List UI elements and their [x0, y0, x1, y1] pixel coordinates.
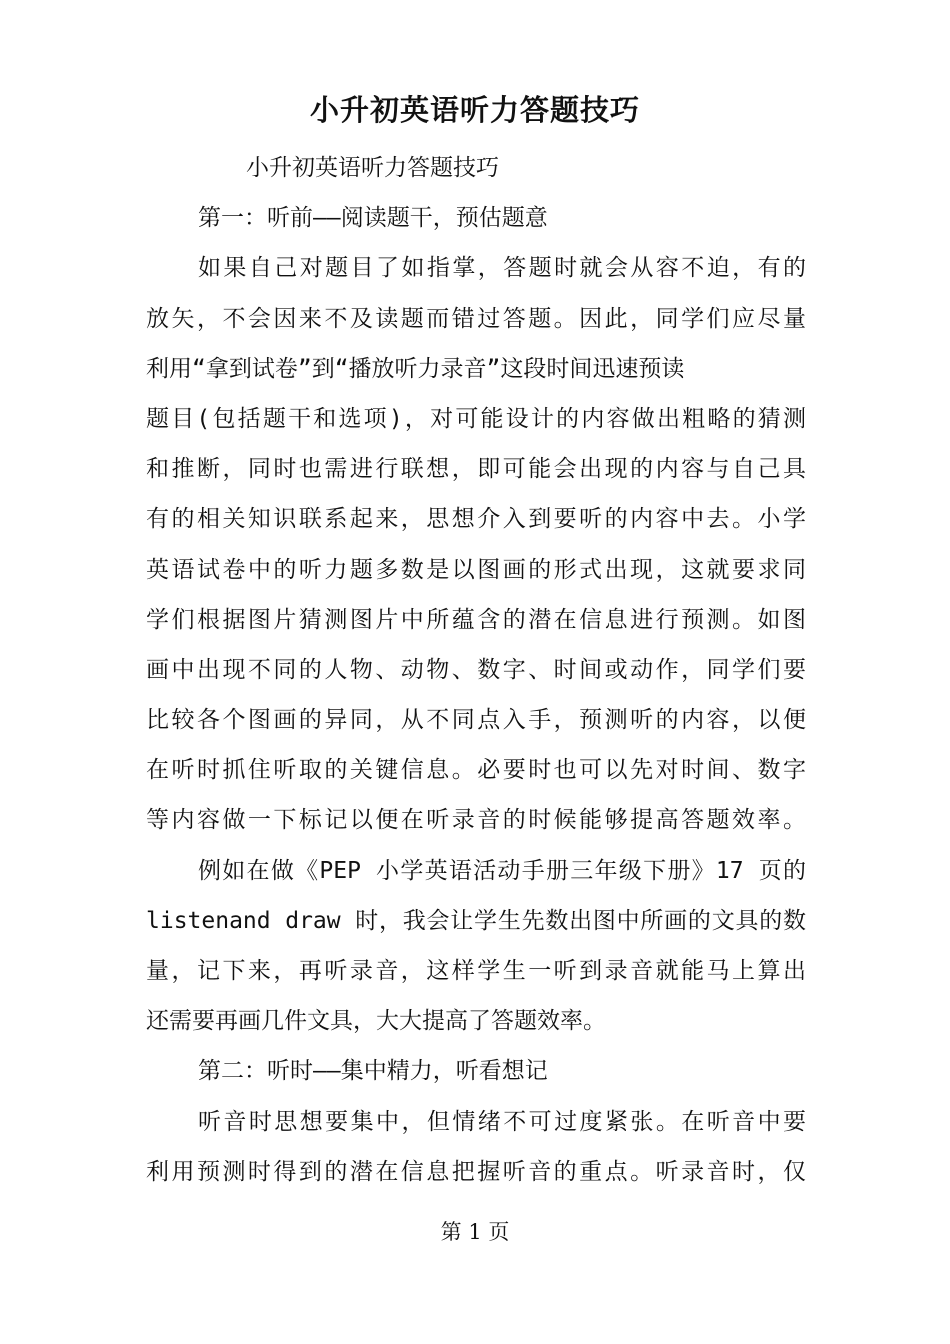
paragraph-line: 比较各个图画的异同，从不同点入手，预测听的内容，以便 — [146, 707, 806, 734]
paragraph-line: 听音时思想要集中，但情绪不可过度紧张。在听音中要 — [198, 1108, 806, 1135]
paragraph-line: 放矢，不会因来不及读题而错过答题。因此，同学们应尽量 — [146, 305, 806, 332]
paragraph-line: 利用预测时得到的潜在信息把握听音的重点。听录音时，仅 — [146, 1158, 806, 1185]
body-subtitle: 小升初英语听力答题技巧 — [246, 155, 499, 181]
paragraph-line: 英语试卷中的听力题多数是以图画的形式出现，这就要求同 — [146, 556, 806, 583]
paragraph-line: listenand draw 时，我会让学生先数出图中所画的文具的数 — [146, 907, 806, 934]
paragraph-line: 画中出现不同的人物、动物、数字、时间或动作，同学们要 — [146, 656, 806, 683]
document-body — [146, 143, 806, 1197]
page-number: 第 1 页 — [440, 1220, 510, 1244]
paragraph-line: 学们根据图片猜测图片中所蕴含的潜在信息进行预测。如图 — [146, 606, 806, 633]
paragraph-line: 例如在做《PEP 小学英语活动手册三年级下册》17 页的 — [198, 857, 806, 884]
paragraph-line: 量，记下来，再听录音，这样学生一听到录音就能马上算出 — [146, 958, 806, 984]
section-heading-1: 第一：听前——阅读题干，预估题意 — [198, 205, 548, 232]
paragraph-line: 还需要再画几件文具，大大提高了答题效率。 — [146, 1008, 606, 1035]
paragraph-line: 利用“拿到试卷”到“播放听力录音”这段时间迅速预读 — [146, 355, 685, 382]
paragraph-line: 等内容做一下标记以便在听录音的时候能够提高答题效率。 — [146, 807, 806, 834]
paragraph-line: 题目(包括题干和选项)，对可能设计的内容做出粗略的猜测 — [146, 405, 806, 432]
section-heading-2: 第二：听时——集中精力，听看想记 — [198, 1058, 548, 1085]
paragraph-line: 如果自己对题目了如指掌，答题时就会从容不迫，有的 — [198, 255, 806, 282]
paragraph-line: 和推断，同时也需进行联想，即可能会出现的内容与自己具 — [146, 456, 806, 483]
document-title: 小升初英语听力答题技巧 — [309, 93, 640, 127]
paragraph-line: 有的相关知识联系起来，思想介入到要听的内容中去。小学 — [146, 506, 806, 533]
paragraph-line: 在听时抓住听取的关键信息。必要时也可以先对时间、数字 — [146, 757, 806, 784]
